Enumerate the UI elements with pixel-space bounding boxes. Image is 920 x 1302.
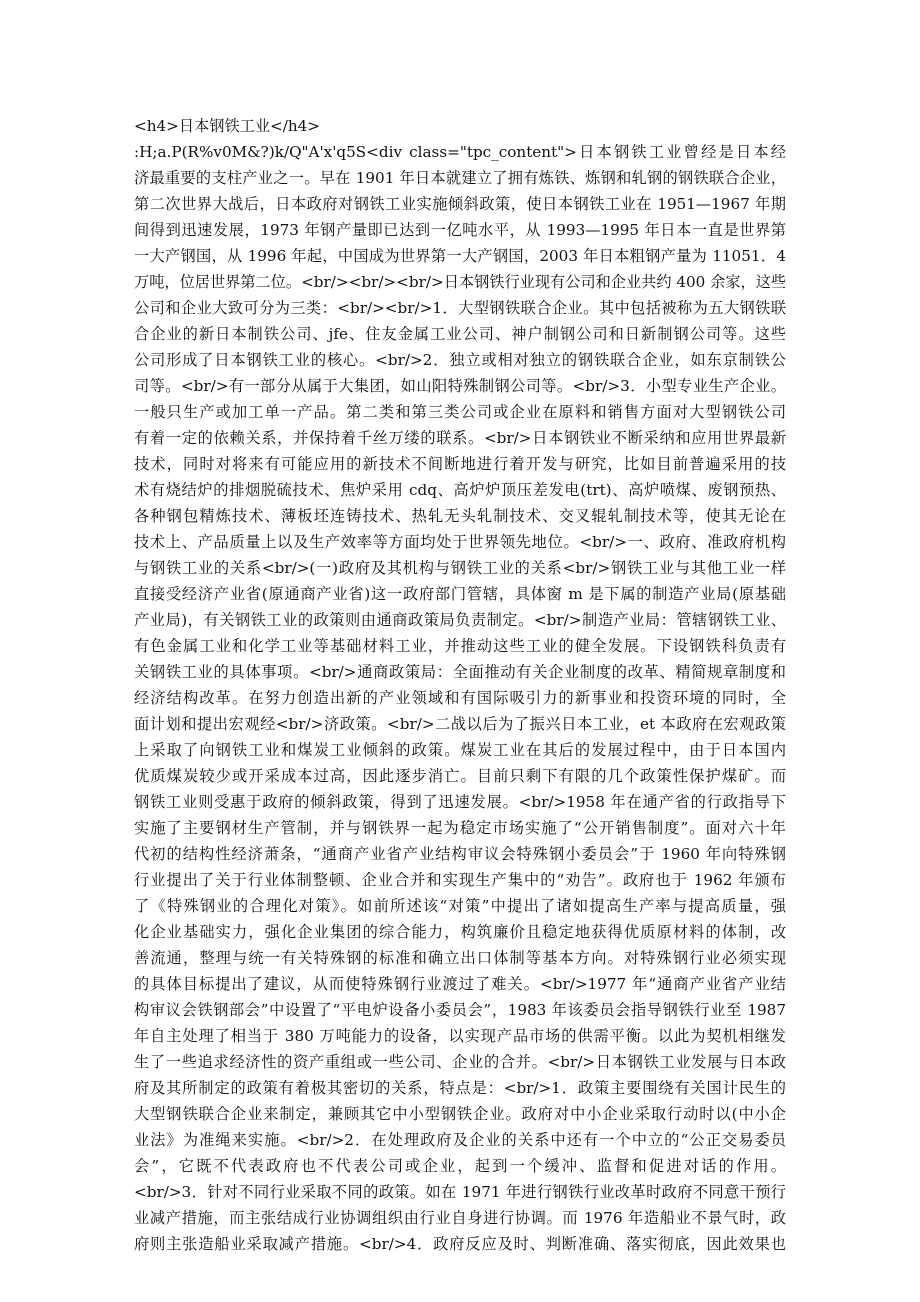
text-line: <h4>日本钢铁工业</h4> xyxy=(134,117,321,135)
text-line: 业减产措施，而主张结成行业协调组织由行业自身进行协调。而 1976 年造船业不景气时，政 xyxy=(134,1209,786,1227)
text-line: 钢铁工业则受惠于政府的倾斜政策，得到了迅速发展。<br/>1958 年在通产省的行政指导下 xyxy=(134,793,786,811)
text-line: 优质煤炭较少或开采成本过高，因此逐步消亡。目前只剩下有限的几个政策性保护煤矿。而 xyxy=(134,767,786,785)
text-line: 合企业的新日本制铁公司、jfe、住友金属工业公司、神户制钢公司和日新制钢公司等。这些 xyxy=(134,325,786,343)
text-line: 实施了主要钢材生产管制，并与钢铁界一起为稳定市场实施了“公开销售制度”。面对六十年 xyxy=(134,819,786,837)
text-line: 一般只生产或加工单一产品。第二类和第三类公司或企业在原料和销售方面对大型钢铁公司 xyxy=(134,403,786,421)
text-line: 生了一些追求经济性的资产重组或一些公司、企业的合并。<br/>日本钢铁工业发展与日本政 xyxy=(134,1053,786,1071)
text-line: 大型钢铁联合企业来制定，兼顾其它中小型钢铁企业。政府对中小企业采取行动时以(中小企 xyxy=(134,1105,786,1123)
text-line: 府则主张造船业采取减产措施。<br/>4．政府反应及时、判断准确、落实彻底，因此效果也 xyxy=(134,1235,786,1253)
text-line: 济最重要的支柱产业之一。早在 1901 年日本就建立了拥有炼铁、炼钢和轧钢的钢铁联合企业， xyxy=(134,169,786,187)
text-line: 有色金属工业和化学工业等基础材料工业，并推动这些工业的健全发展。下设钢铁科负责有 xyxy=(134,637,786,655)
text-line: 公司形成了日本钢铁工业的核心。<br/>2．独立或相对独立的钢铁联合企业，如东京制铁公 xyxy=(134,351,786,369)
text-line: 年自主处理了相当于 380 万吨能力的设备，以实现产品市场的供需平衡。以此为契机相继发 xyxy=(134,1027,786,1045)
text-line: 第二次世界大战后，日本政府对钢铁工业实施倾斜政策，使日本钢铁工业在 1951—1967 年期 xyxy=(134,195,786,213)
text-line: 各种钢包精炼技术、薄板坯连铸技术、热轧无头轧制技术、交叉辊轧制技术等，使其无论在 xyxy=(134,507,786,525)
text-line: 善流通，整理与统一有关特殊钢的标准和确立出口体制等基本方向。对特殊钢行业必须实现 xyxy=(134,949,786,967)
text-line: 与钢铁工业的关系<br/>(一)政府及其机构与钢铁工业的关系<br/>钢铁工业与其他工业一样 xyxy=(134,559,786,577)
text-line: 府及其所制定的政策有着极其密切的关系，特点是：<br/>1．政策主要围绕有关国计民生的 xyxy=(134,1079,786,1097)
text-line: 业法》为准绳来实施。<br/>2．在处理政府及企业的关系中还有一个中立的“公正交易委员 xyxy=(134,1131,786,1149)
text-line: 司等。<br/>有一部分从属于大集团，如山阳特殊制钢公司等。<br/>3．小型专业生产企业。 xyxy=(134,377,786,395)
text-line: 万吨，位居世界第二位。<br/><br/><br/>日本钢铁行业现有公司和企业共约 400 余家，这些 xyxy=(134,273,786,291)
text-line: 化企业基础实力，强化企业集团的综合能力，构筑廉价且稳定地获得优质原材料的体制，改 xyxy=(134,923,786,941)
text-line: 有着一定的依赖关系，并保持着千丝万缕的联系。<br/>日本钢铁业不断采纳和应用世界最新 xyxy=(134,429,786,447)
text-line: 直接受经济产业省(原通商产业省)这一政府部门管辖，具体窗 m 是下属的制造产业局(原基础 xyxy=(134,585,786,603)
text-line: 关钢铁工业的具体事项。<br/>通商政策局：全面推动有关企业制度的改革、精简规章制度和 xyxy=(134,663,786,681)
text-line: 行业提出了关于行业体制整顿、企业合并和实现生产集中的“劝告”。政府也于 1962 年颁布 xyxy=(134,871,786,889)
text-line: 的具体目标提出了建议，从而使特殊钢行业渡过了难关。<br/>1977 年“通商产业省产业结 xyxy=(134,975,786,993)
text-line: 产业局)，有关钢铁工业的政策则由通商政策局负责制定。<br/>制造产业局：管辖钢铁工业、 xyxy=(134,611,786,629)
text-line: <br/>3．针对不同行业采取不同的政策。如在 1971 年进行钢铁行业改革时政府不同意干预行 xyxy=(134,1183,786,1201)
text-line: :H;a.P(R%v0M&?)k/Q"A'x'q5S<div class="tpc_content">日本钢铁工业曾经是日本经 xyxy=(134,143,786,161)
document-body xyxy=(134,113,786,1257)
text-line: 构审议会铁钢部会”中设置了“平电炉设备小委员会”，1983 年该委员会指导钢铁行业至 1987 xyxy=(134,1001,786,1019)
text-line: 会”，它既不代表政府也不代表公司或企业，起到一个缓冲、监督和促进对话的作用。 xyxy=(134,1157,786,1175)
text-line: 技术上、产品质量上以及生产效率等方面均处于世界领先地位。<br/>一、政府、准政府机构 xyxy=(134,533,786,551)
text-line: 上采取了向钢铁工业和煤炭工业倾斜的政策。煤炭工业在其后的发展过程中，由于日本国内 xyxy=(134,741,786,759)
text-line: 了《特殊钢业的合理化对策》。如前所述该“对策”中提出了诸如提高生产率与提高质量，强 xyxy=(134,897,786,915)
text-line: 公司和企业大致可分为三类：<br/><br/>1．大型钢铁联合企业。其中包括被称为五大钢铁联 xyxy=(134,299,786,317)
text-line: 代初的结构性经济萧条，“通商产业省产业结构审议会特殊钢小委员会”于 1960 年向特殊钢 xyxy=(134,845,786,863)
text-line: 一大产钢国，从 1996 年起，中国成为世界第一大产钢国，2003 年日本粗钢产量为 11051．4 xyxy=(134,247,786,265)
text-line: 经济结构改革。在努力创造出新的产业领域和有国际吸引力的新事业和投资环境的同时，全 xyxy=(134,689,786,707)
text-line: 术有烧结炉的排烟脱硫技术、焦炉采用 cdq、高炉炉顶压差发电(trt)、高炉喷煤、废钢预热、 xyxy=(134,481,786,499)
text-line: 技术，同时对将来有可能应用的新技术不间断地进行着开发与研究，比如目前普遍采用的技 xyxy=(134,455,786,473)
text-line: 面计划和提出宏观经<br/>济政策。<br/>二战以后为了振兴日本工业，et 本政府在宏观政策 xyxy=(134,715,786,733)
text-line: 间得到迅速发展，1973 年钢产量即已达到一亿吨水平，从 1993—1995 年日本一直是世界第 xyxy=(134,221,786,239)
